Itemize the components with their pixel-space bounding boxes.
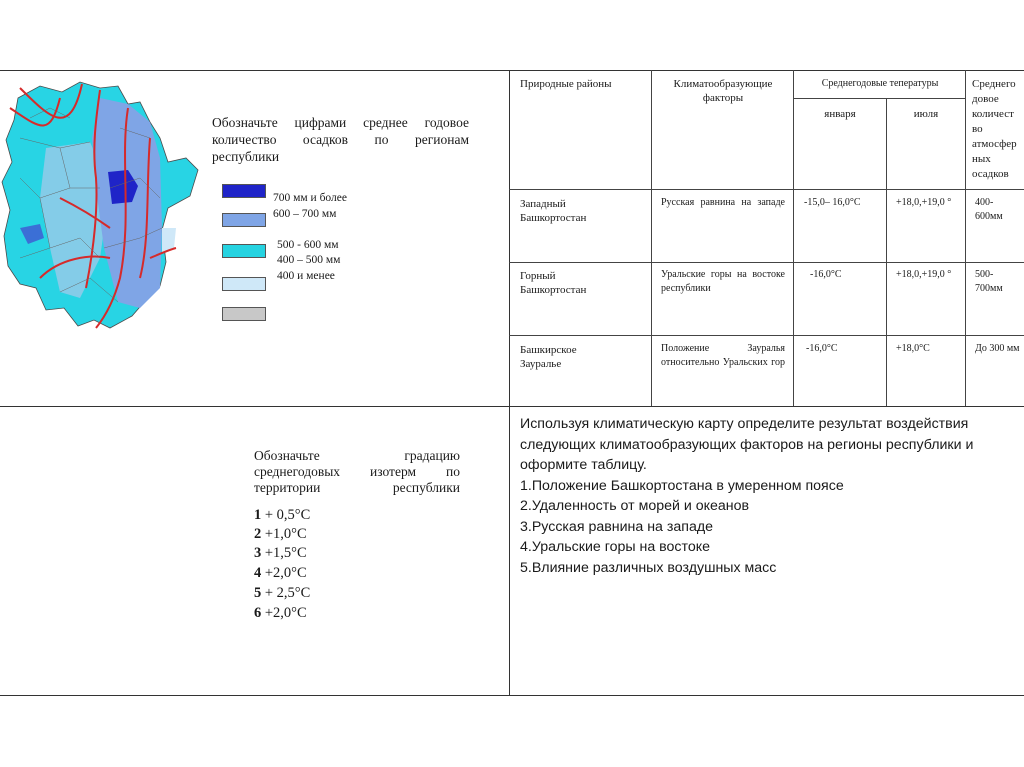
isotherm-number: 5 [254,585,262,601]
climate-task-line: 2.Удаленность от морей и океанов [520,498,750,514]
isotherm-value: +1,0°С [261,526,307,542]
isotherm-value: +2,0°С [261,605,307,621]
header-precip-line: довое [972,93,999,105]
isotherm-value: + 0,5°С [261,507,311,523]
isotherm-item [254,506,310,524]
isotherm-number: 4 [254,565,262,581]
isotherm-number: 2 [254,526,262,542]
table-col-line [793,70,794,406]
climate-task-line: 3.Русская равнина на западе [520,518,714,535]
header-january: января [824,108,856,120]
legend-label-600-700: 600 – 700 мм [273,208,337,220]
row1-precip: 400- 600мм [975,197,1003,222]
map-task-instruction: Обозначьте цифрами среднее годовое количество осадков по регионам республики [212,115,469,164]
isotherm-item [254,544,307,562]
header-precip-line: осадков [972,168,1009,180]
row1-jan: -15,0– 16,0°С [804,197,861,208]
climate-task-line: 5.Влияние различных воздушных масс [520,559,777,576]
frame-bottom-line [0,695,1024,696]
table-row-line [509,335,1024,336]
table-row-line [793,98,965,99]
legend-swatch-700-plus [222,184,266,198]
header-regions: Природные районы [520,78,612,90]
legend-label-400-500: 400 – 500 мм [277,254,341,266]
legend-label-500-600: 500 - 600 мм [277,239,339,251]
row3-jul: +18,0°С [896,343,930,354]
header-temps: Среднегодовые тепературы [821,78,939,89]
row3-precip: До 300 мм [975,343,1020,354]
isotherm-number: 3 [254,545,262,561]
row2-factor: Уральские горы на востоке республики [661,269,785,294]
isotherm-item [254,564,307,582]
climate-task [520,414,1024,578]
row2-jan: -16,0°С [810,269,842,280]
table-col-line [651,70,652,406]
legend-swatch-500-600 [222,244,266,258]
table-col-line [965,70,966,406]
isotherm-number: 1 [254,507,262,523]
legend-label-400-less: 400 и менее [277,270,335,282]
isotherm-value: +2,0°С [261,565,307,581]
isotherm-value: +1,5°С [261,545,307,561]
isotherm-number: 6 [254,605,262,621]
header-precip-line: атмосфер [972,138,1017,150]
row2-jul: +18,0,+19,0 ° [896,269,952,280]
legend-swatch-other [222,307,266,321]
climate-task-line: 4.Уральские горы на востоке [520,539,711,555]
climate-task-line: следующих климатообразующих факторов на регионы республики и [520,436,974,453]
row2-precip: 500- 700мм [975,269,1003,294]
legend-swatch-600-700 [222,213,266,227]
legend-label-700-plus: 700 мм и более [273,192,347,204]
row3-factor: Положение Зауралья относительно Уральских гор [661,343,785,368]
climate-task-line: 1.Положение Башкортостана в умеренном поясе [520,477,844,494]
climate-task-line: Используя климатическую карту определите результат воздействия [520,416,969,432]
row1-factor: Русская равнина на западе [661,197,785,208]
row1-region: Западный Башкортостан [520,198,587,224]
legend-swatch-400-less [222,277,266,291]
isotherm-value: + 2,5°С [261,585,311,601]
table-row-line [509,262,1024,263]
row3-region: Башкирское Зауралье [520,344,577,370]
row3-jan: -16,0°С [806,343,838,354]
isotherm-item [254,604,307,622]
header-precip-line: ных [972,153,991,165]
table-row-line [509,189,1024,190]
table-col-line [886,98,887,406]
isotherm-task-instruction: Обозначьте градацию среднегодовых изотерм по территории республики [254,448,460,495]
header-factors: Климатообразующие факторы [673,78,773,104]
frame-top-line [0,70,1024,71]
header-precip-line: количест [972,108,1014,120]
frame-divider [509,70,510,696]
header-precip-line: Среднего [972,78,1016,90]
header-precip [972,77,1024,182]
frame-middle-line [0,406,1024,407]
row2-region: Горный Башкортостан [520,270,587,296]
climate-task-line: оформите таблицу. [520,457,647,473]
header-july: июля [913,108,939,120]
header-precip-line: во [972,123,983,135]
isotherm-item [254,525,307,543]
row1-jul: +18,0,+19,0 ° [896,197,952,208]
isotherm-item [254,584,310,602]
precipitation-map [0,78,205,333]
